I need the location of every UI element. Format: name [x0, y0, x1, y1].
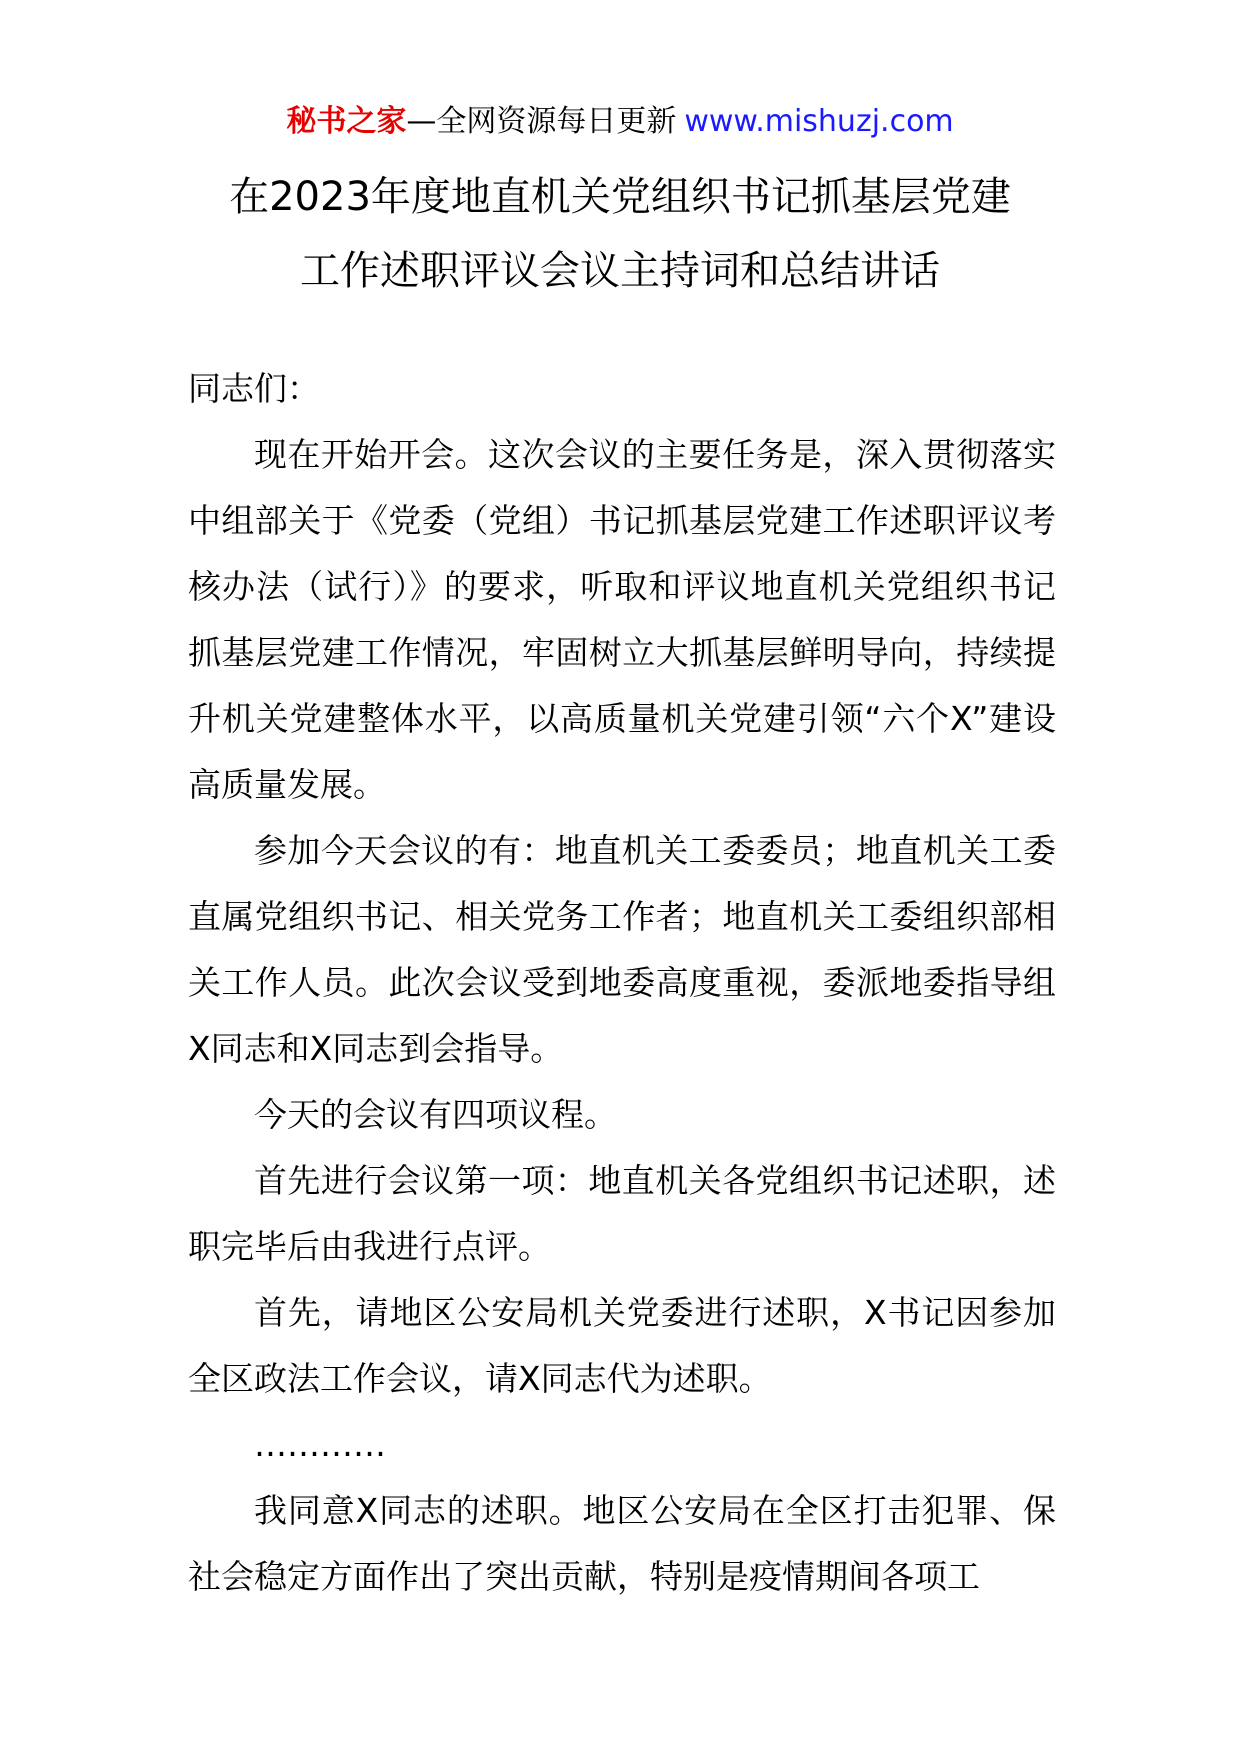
website-link[interactable]: www.mishuzj.com: [684, 104, 954, 139]
paragraph-opening: 现在开始开会。这次会议的主要任务是，深入贯彻落实中组部关于《党委（党组）书记抓基层党建工作述职评议考核办法（试行）》的要求，听取和评议地直机关党组织书记抓基层党建工作情况，牢固树立大抓基层鲜明导向，持续提升机关党建整体水平，以高质量机关党建引领“六个X”建设高质量发展。: [188, 435, 1056, 804]
salutation: 同志们：: [188, 369, 320, 408]
header-slogan: —全网资源每日更新: [406, 104, 677, 139]
document-title: [0, 160, 1240, 308]
title-line-1: 在2023年度地直机关党组织书记抓基层党建: [229, 174, 1011, 220]
paragraph-agenda: 今天的会议有四项议程。: [254, 1095, 617, 1134]
paragraph-first-report: 首先，请地区公安局机关党委进行述职，X书记因参加全区政法工作会议，请X同志代为述职。: [188, 1293, 1056, 1398]
brand-name: 秘书之家: [286, 104, 407, 139]
document-body: [188, 356, 1056, 1610]
paragraph-attendees: 参加今天会议的有：地直机关工委委员；地直机关工委直属党组织书记、相关党务工作者；地直机关工委组织部相关工作人员。此次会议受到地委高度重视，委派地委指导组X同志和X同志到会指导。: [188, 831, 1056, 1068]
paragraph-comment: 我同意X同志的述职。地区公安局在全区打击犯罪、保社会稳定方面作出了突出贡献，特别是疫情期间各项工: [188, 1491, 1056, 1596]
paragraph-item-one: 首先进行会议第一项：地直机关各党组织书记述职，述职完毕后由我进行点评。: [188, 1161, 1056, 1266]
site-header: [0, 100, 1240, 144]
title-line-2: 工作述职评议会议主持词和总结讲话: [300, 248, 940, 294]
paragraph-ellipsis: …………: [254, 1425, 386, 1464]
